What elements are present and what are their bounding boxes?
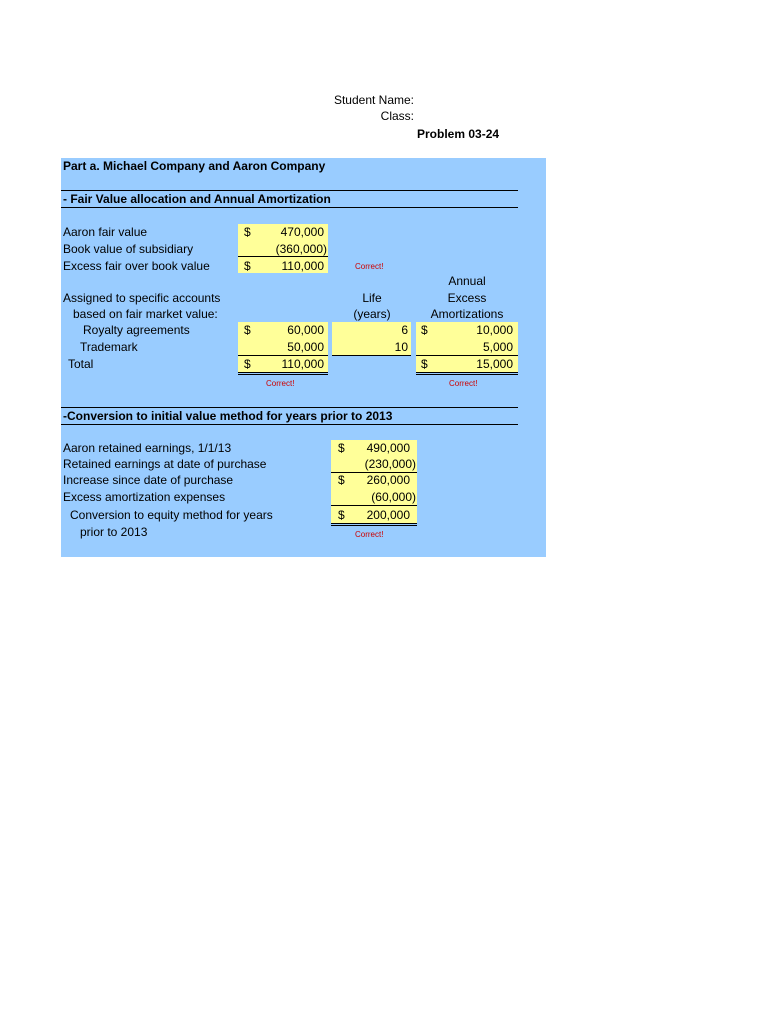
double-underline bbox=[331, 523, 417, 524]
dollar-sign: $ bbox=[244, 225, 251, 239]
re-purchase-label: Retained earnings at date of purchase bbox=[63, 457, 267, 471]
dollar-sign: $ bbox=[244, 259, 251, 273]
trademark-amort-cell[interactable]: 5,000 bbox=[482, 340, 513, 354]
life-header-line1: Life bbox=[362, 291, 382, 305]
increase-label: Increase since date of purchase bbox=[63, 473, 234, 487]
aaron-fair-value-label: Aaron fair value bbox=[63, 225, 148, 239]
trademark-label: Trademark bbox=[80, 340, 138, 354]
correct-indicator: Correct! bbox=[266, 379, 295, 388]
dollar-sign: $ bbox=[338, 473, 345, 487]
section2-title: -Conversion to initial value method for years prior to 2013 bbox=[63, 409, 393, 423]
royalty-value-cell[interactable]: 60,000 bbox=[287, 323, 324, 337]
annual-header-line3: Amortizations bbox=[430, 307, 504, 321]
dollar-sign: $ bbox=[338, 508, 345, 522]
excess-amort-cell[interactable]: (60,000) bbox=[371, 490, 416, 504]
annual-header-line1: Annual bbox=[448, 274, 486, 288]
re-purchase-cell[interactable]: (230,000) bbox=[364, 457, 416, 471]
dollar-sign: $ bbox=[421, 323, 428, 337]
underline bbox=[238, 256, 328, 257]
double-underline bbox=[238, 374, 328, 375]
double-underline bbox=[238, 372, 328, 373]
book-value-label: Book value of subsidiary bbox=[63, 242, 194, 256]
double-underline bbox=[331, 525, 417, 526]
excess-amort-label: Excess amortization expenses bbox=[63, 490, 226, 504]
dollar-sign: $ bbox=[338, 441, 345, 455]
trademark-life-cell[interactable]: 10 bbox=[394, 340, 408, 354]
problem-label: Problem 03-24 bbox=[417, 127, 500, 141]
book-value-cell[interactable]: (360,000) bbox=[275, 242, 327, 256]
increase-cell[interactable]: 260,000 bbox=[366, 473, 410, 487]
royalty-life-cell[interactable]: 6 bbox=[401, 323, 408, 337]
assigned-label-line2: based on fair market value: bbox=[73, 307, 218, 321]
student-name-label: Student Name: bbox=[333, 93, 414, 107]
section2-bottom-rule bbox=[61, 424, 518, 425]
double-underline bbox=[416, 374, 518, 375]
section1-top-rule bbox=[61, 190, 518, 191]
excess-fair-label: Excess fair over book value bbox=[63, 259, 210, 273]
total-value-cell[interactable]: 110,000 bbox=[281, 357, 324, 371]
dollar-sign: $ bbox=[244, 357, 251, 371]
part-a-title: Part a. Michael Company and Aaron Company bbox=[63, 159, 326, 173]
underline bbox=[238, 355, 328, 356]
underline bbox=[331, 505, 417, 506]
conversion-label-line2: prior to 2013 bbox=[80, 525, 148, 539]
life-header-line2: (years) bbox=[353, 307, 391, 321]
royalty-amort-cell[interactable]: 10,000 bbox=[476, 323, 513, 337]
section1-title: - Fair Value allocation and Annual Amortization bbox=[63, 192, 331, 206]
conversion-cell[interactable]: 200,000 bbox=[366, 508, 410, 522]
correct-indicator: Correct! bbox=[355, 262, 384, 271]
trademark-value-cell[interactable]: 50,000 bbox=[287, 340, 324, 354]
section2-top-rule bbox=[61, 407, 518, 408]
correct-indicator: Correct! bbox=[355, 530, 384, 539]
dollar-sign: $ bbox=[244, 323, 251, 337]
correct-indicator: Correct! bbox=[449, 379, 478, 388]
total-label: Total bbox=[68, 357, 94, 371]
underline bbox=[332, 355, 411, 356]
total-amort-cell[interactable]: 15,000 bbox=[476, 357, 513, 371]
annual-header-line2: Excess bbox=[447, 291, 487, 305]
class-label: Class: bbox=[380, 109, 414, 123]
assigned-label-line1: Assigned to specific accounts bbox=[63, 291, 221, 305]
royalty-label: Royalty agreements bbox=[83, 323, 190, 337]
conversion-label-line1: Conversion to equity method for years bbox=[70, 508, 273, 522]
retained-earnings-label: Aaron retained earnings, 1/1/13 bbox=[63, 441, 232, 455]
dollar-sign: $ bbox=[421, 357, 428, 371]
retained-earnings-cell[interactable]: 490,000 bbox=[366, 441, 410, 455]
double-underline bbox=[416, 372, 518, 373]
underline bbox=[416, 355, 518, 356]
aaron-fair-value-cell[interactable]: 470,000 bbox=[280, 225, 324, 239]
excess-fair-cell[interactable]: 110,000 bbox=[281, 259, 324, 273]
section1-bottom-rule bbox=[61, 207, 518, 208]
